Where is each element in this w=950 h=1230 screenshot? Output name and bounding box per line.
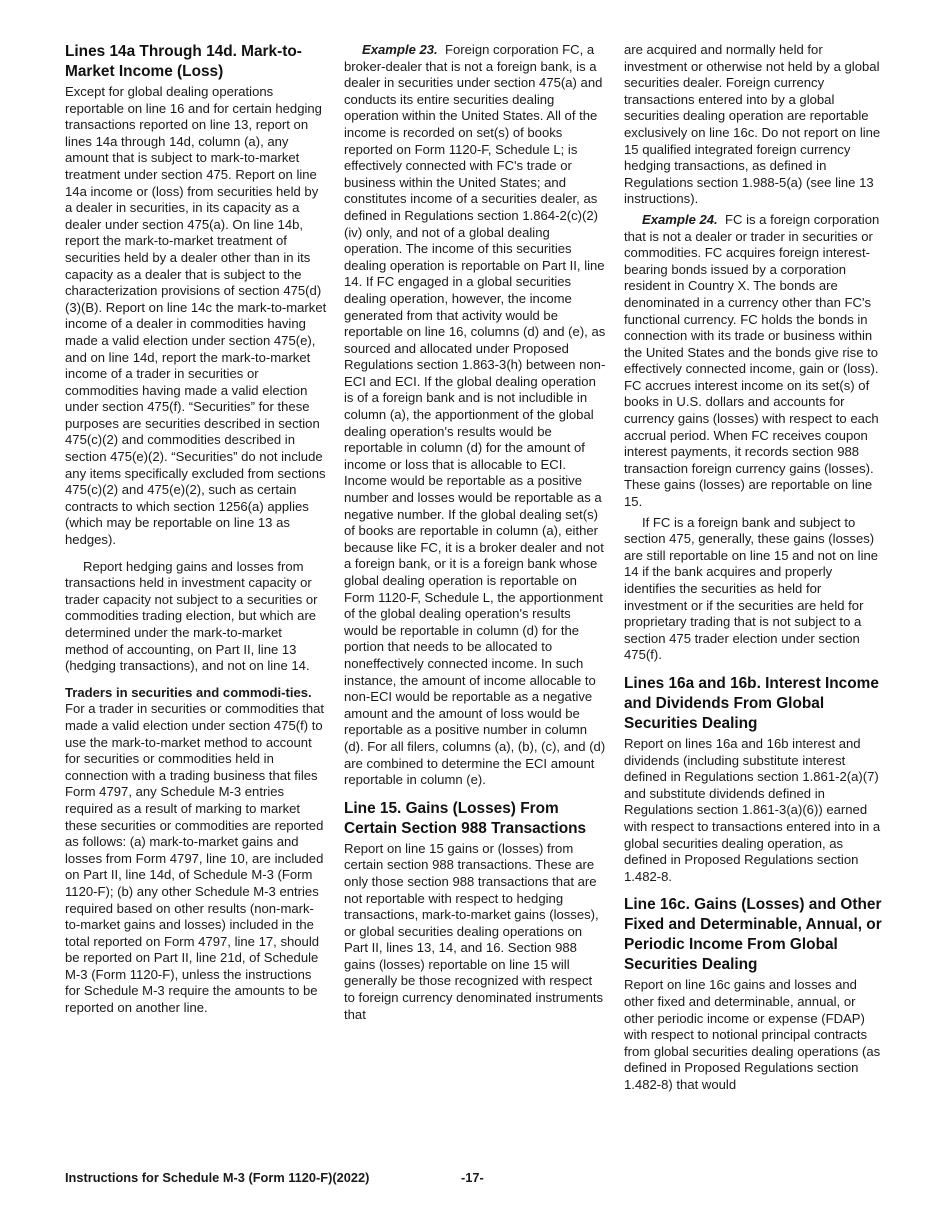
example-23-text: Foreign corporation FC, a broker-dealer that is not a foreign bank, is a dealer in securities under section 475(a) and conducts its entire securities dealing operation within the United States. All of the income is recorded on set(s) of books reported on Form 1120-F, Schedule L; is effectively connected with FC's trade or business within the United States; and constitutes income of a securities dealer, as defined in Regulations section 1.864-2(c)(2)(iv) only, and not of a global dealing operation. The income of this securities dealing operation is reportable on Part II, line 14. If FC engaged in a global securities dealing operation, however, the income generated from that activity would be reportable on line 16, columns (d) and (e), as sourced and allocated under Proposed Regulations section 1.863-3(h) between non-ECI and ECI. If the global dealing operation is of a foreign bank and is not includible in column (a), the apportionment of the global dealing operation's results would be reportable in column (d) for the amount of income or loss that is allocable to ECI. Income would be reportable as a positive number and losses would be reportable as a negative number. If the global dealing set(s) of books are reportable in column (a), either because like FC, it is a broker dealer and not a foreign bank, or it is a foreign bank whose global dealing operation is reportable on Form 1120-F, Schedule L, the apportionment of the global dealing operation's results would be reportable in column (d) for the portion that needs to be allocated to noneffectively connected income. In such instance, the amount of income allocable to non-ECI would be reportable as a negative amount and the amount of loss would be reportable as a positive number in column (d). For all filers, columns (a), (b), (c), and (d) are combined to determine the ECI amount reportable in column (e). — [344, 42, 606, 788]
paragraph-hedging: Report hedging gains and losses from transactions held in investment capacity or trader capacity not subject to a securities or commodities trading election, but which are determined under the mark-to-market method of accounting, on Part II, line 13 (hedging transactions), and not on line 14. — [65, 558, 318, 674]
paragraph-lines-16a-16b: Report on lines 16a and 16b interest and dividends (including substitute interest defined in Regulations section 1.861-2(a)(7) and substitute dividends defined in Regulations section 1.861-3(a)(6)) earned with respect to transactions entered into in a global securities dealing operation, as defined in Proposed Regulations section 1.482-8. — [624, 735, 881, 884]
paragraph-line-16c: Report on line 16c gains and losses and other fixed and determinable, annual, or other periodic income or expense (FDAP) with respect to notional principal contracts from global securities dealing operations (as defined in Proposed Regulations section 1.482-8) that would — [624, 977, 881, 1092]
heading-lines-14a-14d: Lines 14a Through 14d. Mark-to-Market Income (Loss) — [65, 43, 302, 80]
footer-title: Instructions for Schedule M-3 (Form 1120-F)(2022) — [65, 1170, 370, 1185]
runin-traders: Traders in securities and commodi-ties. — [65, 684, 312, 700]
example-23-label: Example 23. — [362, 42, 438, 57]
example-24-label: Example 24. — [642, 211, 718, 227]
column-middle — [344, 42, 606, 1023]
traders-text: For a trader in securities or commodities that made a valid election under section 475(f) to use the mark-to-market method to account for securities or commodities held in connection with a trading business that files Form 4797, any Schedule M-3 entries required as a result of marking to market these securities or commodities are reported as follows: (a) mark-to-market gains and losses from Form 4797, line 10, are included on Part II, line 14d, of Schedule M-3 (Form 1120-F); (b) any other Schedule M-3 entries required based on other results (non-mark-to-market gains and losses) included in the total reported on Form 4797, line 17, should be reported on Part II, line 21d, of Schedule M-3 (Form 1120-F), unless the instructions for Schedule M-3 require the amounts to be reported on another line. — [65, 701, 325, 1016]
heading-lines-16a-16b: Lines 16a and 16b. Interest Income and Dividends From Global Securities Dealing — [624, 674, 879, 732]
page-number: -17- — [461, 1170, 484, 1185]
column-right — [624, 42, 886, 1093]
page-footer — [65, 1170, 885, 1190]
example-24-text: FC is a foreign corporation that is not a dealer or trader in securities or commodities. FC acquires foreign interest-bearing bonds issued by a corporation resident in Country X. The bonds are denominated in a currency other than FC's functional currency. FC holds the bonds in connection with its trade or business within the United States and the bonds give rise to effectively connected income, gain or (loss). FC accrues interest income on its set(s) of books in U.S. dollars and accounts for currency gains (losses) with respect to each accrual period. When FC receives coupon interest payments, it records section 988 transaction foreign currency gains (losses). These gains (losses) are reportable on line 15. — [624, 211, 880, 510]
paragraph-line-15-continued: are acquired and normally held for investment or otherwise not held by a global securities dealer. Foreign currency transactions entered into by a global securities dealing operation are reportable exclusively on line 16c. Do not report on line 15 qualified integrated foreign currency hedging transactions, as defined in Regulations section 1.988-5(a) (see line 13 instructions). — [624, 42, 881, 207]
paragraph-example-23 — [344, 42, 606, 789]
paragraph-example-24 — [624, 212, 886, 511]
paragraph-foreign-bank: If FC is a foreign bank and subject to section 475, generally, these gains (losses) are still reportable on line 15 and not on line 14 if the bank acquires and properly identifies the securities as held for investment or if the securities are held for proprietary trading that is not subject to a section 475 trader election under section 475(f). — [624, 514, 879, 663]
heading-line-16c: Line 16c. Gains (Losses) and Other Fixed and Determinable, Annual, or Periodic Income From Global Securities Dealing — [624, 896, 882, 974]
heading-line-15: Line 15. Gains (Losses) From Certain Section 988 Transactions — [344, 799, 587, 837]
paragraph-traders — [65, 685, 327, 1017]
paragraph-14-intro: Except for global dealing operations reportable on line 16 and for certain hedging transactions reported on line 13, report on lines 14a through 14d, column (a), any amount that is subject to mark-to-market treatment under section 475. Report on line 14a income or (loss) from securities held by a dealer in securities, in its capacity as a dealer under section 475(a). On line 14b, report the mark-to-market treatment of securities held by a dealer other than in its capacity as a dealer that is subject to the characterization provisions of section 475(d)(3)(B). Report on line 14c the mark-to-market income of a dealer in commodities having made a valid election under section 475(e), and on line 14d, report the mark-to-market income of a trader in securities or commodities having made a valid election under section 475(f). “Securities” for these purposes are securities described in section 475(c)(2) and commodities described in section 475(e)(2). “Securities” do not include any items specifically excluded from sections 475(c)(2) and 475(e)(2), such as certain contracts to which section 1256(a) applies (which may be reportable on line 13 as hedges). — [65, 84, 327, 548]
column-left — [65, 42, 327, 1017]
paragraph-line-15: Report on line 15 gains or (losses) from certain section 988 transactions. These are only those section 988 transactions that are not reportable with respect to hedging transactions, mark-to-market gains (losses), or global securities dealing operations on Part II, lines 13, 14, and 16. Section 988 gains (losses) reportable on line 15 will generally be those recognized with respect to foreign currency denominated instruments that — [344, 840, 604, 1022]
